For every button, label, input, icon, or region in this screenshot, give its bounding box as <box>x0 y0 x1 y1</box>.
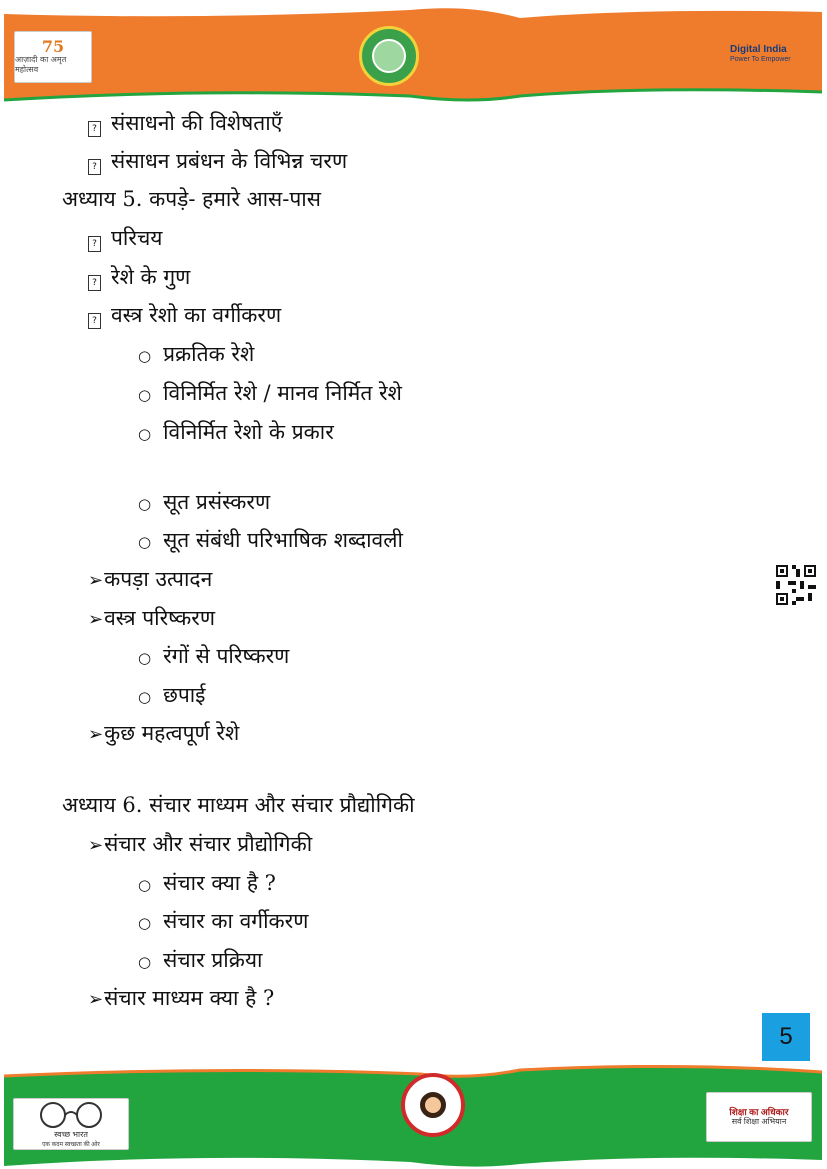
beti-bachao-logo-icon <box>401 1073 465 1137</box>
chapter-heading: अध्याय 6. संचार माध्यम और संचार प्रौद्योगिकी <box>62 793 415 817</box>
arrow-bullet-icon: ➢ <box>88 724 104 745</box>
digital-india-text: Digital India <box>730 44 787 55</box>
sub-list-item: ○ रंगों से परिष्करण <box>138 644 290 668</box>
bullet-box-icon: ? <box>88 236 101 252</box>
sub-list-item: ○ सूत प्रसंस्करण <box>138 490 271 514</box>
shiksha-title: शिक्षा का अधिकार <box>729 1107 789 1117</box>
list-item: ➢कुछ महत्वपूर्ण रेशे <box>88 721 240 745</box>
sub-list-item: ○ संचार प्रक्रिया <box>138 948 263 972</box>
qr-code-icon[interactable] <box>776 565 816 605</box>
circle-bullet-icon: ○ <box>138 688 152 706</box>
list-item: ? वस्त्र रेशो का वर्गीकरण <box>88 302 281 329</box>
circle-bullet-icon: ○ <box>138 953 152 971</box>
arrow-bullet-icon: ➢ <box>88 989 104 1010</box>
list-item: ➢संचार और संचार प्रौद्योगिकी <box>88 832 313 856</box>
sub-list-item: ○ संचार का वर्गीकरण <box>138 909 309 933</box>
swachh-bharat-text: स्वच्छ भारत <box>54 1129 88 1139</box>
bullet-box-icon: ? <box>88 121 101 137</box>
circle-bullet-icon: ○ <box>138 386 152 404</box>
bullet-box-icon: ? <box>88 159 101 175</box>
circle-bullet-icon: ○ <box>138 649 152 667</box>
list-item: ? संसाधन प्रबंधन के विभिन्न चरण <box>88 148 347 175</box>
digital-india-tagline: Power To Empower <box>730 56 791 63</box>
swachh-bharat-logo <box>13 1098 129 1150</box>
glasses-icon <box>31 1101 111 1129</box>
digital-india-logo <box>730 38 808 72</box>
logo-azadi-text: आज़ादी का अमृत महोत्सव <box>15 55 67 74</box>
sub-list-item: ○ छपाई <box>138 683 206 707</box>
emblem-center-icon <box>372 39 406 73</box>
shiksha-ka-adhikar-logo <box>706 1092 812 1142</box>
azadi-amrit-mahotsav-logo <box>14 31 92 83</box>
sub-list-item: ○ संचार क्या है ? <box>138 871 276 895</box>
shiksha-tagline: सर्व शिक्षा अभियान <box>731 1117 787 1126</box>
arrow-bullet-icon: ➢ <box>88 570 104 591</box>
list-item: ? रेशे के गुण <box>88 264 190 291</box>
arrow-bullet-icon: ➢ <box>88 609 104 630</box>
swachh-bharat-tagline: एक कदम स्वच्छता की ओर <box>42 1141 100 1148</box>
arrow-bullet-icon: ➢ <box>88 835 104 856</box>
scert-emblem-icon <box>359 26 419 86</box>
circle-bullet-icon: ○ <box>138 876 152 894</box>
circle-bullet-icon: ○ <box>138 495 152 513</box>
list-item: ➢वस्त्र परिष्करण <box>88 606 216 630</box>
chapter-heading: अध्याय 5. कपड़े- हमारे आस-पास <box>62 187 321 211</box>
page-number-badge: 5 <box>762 1013 810 1061</box>
circle-bullet-icon: ○ <box>138 347 152 365</box>
bullet-box-icon: ? <box>88 275 101 291</box>
sub-list-item: ○ प्रक्रतिक रेशे <box>138 342 255 366</box>
bullet-box-icon: ? <box>88 313 101 329</box>
sub-list-item: ○ सूत संबंधी परिभाषिक शब्दावली <box>138 528 403 552</box>
girl-face-icon <box>420 1092 446 1118</box>
list-item: ➢कपड़ा उत्पादन <box>88 567 213 591</box>
circle-bullet-icon: ○ <box>138 533 152 551</box>
list-item: ? संसाधनो की विशेषताएँ <box>88 110 282 137</box>
sub-list-item: ○ विनिर्मित रेशो के प्रकार <box>138 420 334 444</box>
list-item: ➢संचार माध्यम क्या है ? <box>88 986 275 1010</box>
list-item: ? परिचय <box>88 225 162 252</box>
sub-list-item: ○ विनिर्मित रेशे / मानव निर्मित रेशे <box>138 381 402 405</box>
circle-bullet-icon: ○ <box>138 914 152 932</box>
circle-bullet-icon: ○ <box>138 425 152 443</box>
logo-75-text: 75 <box>41 37 65 56</box>
